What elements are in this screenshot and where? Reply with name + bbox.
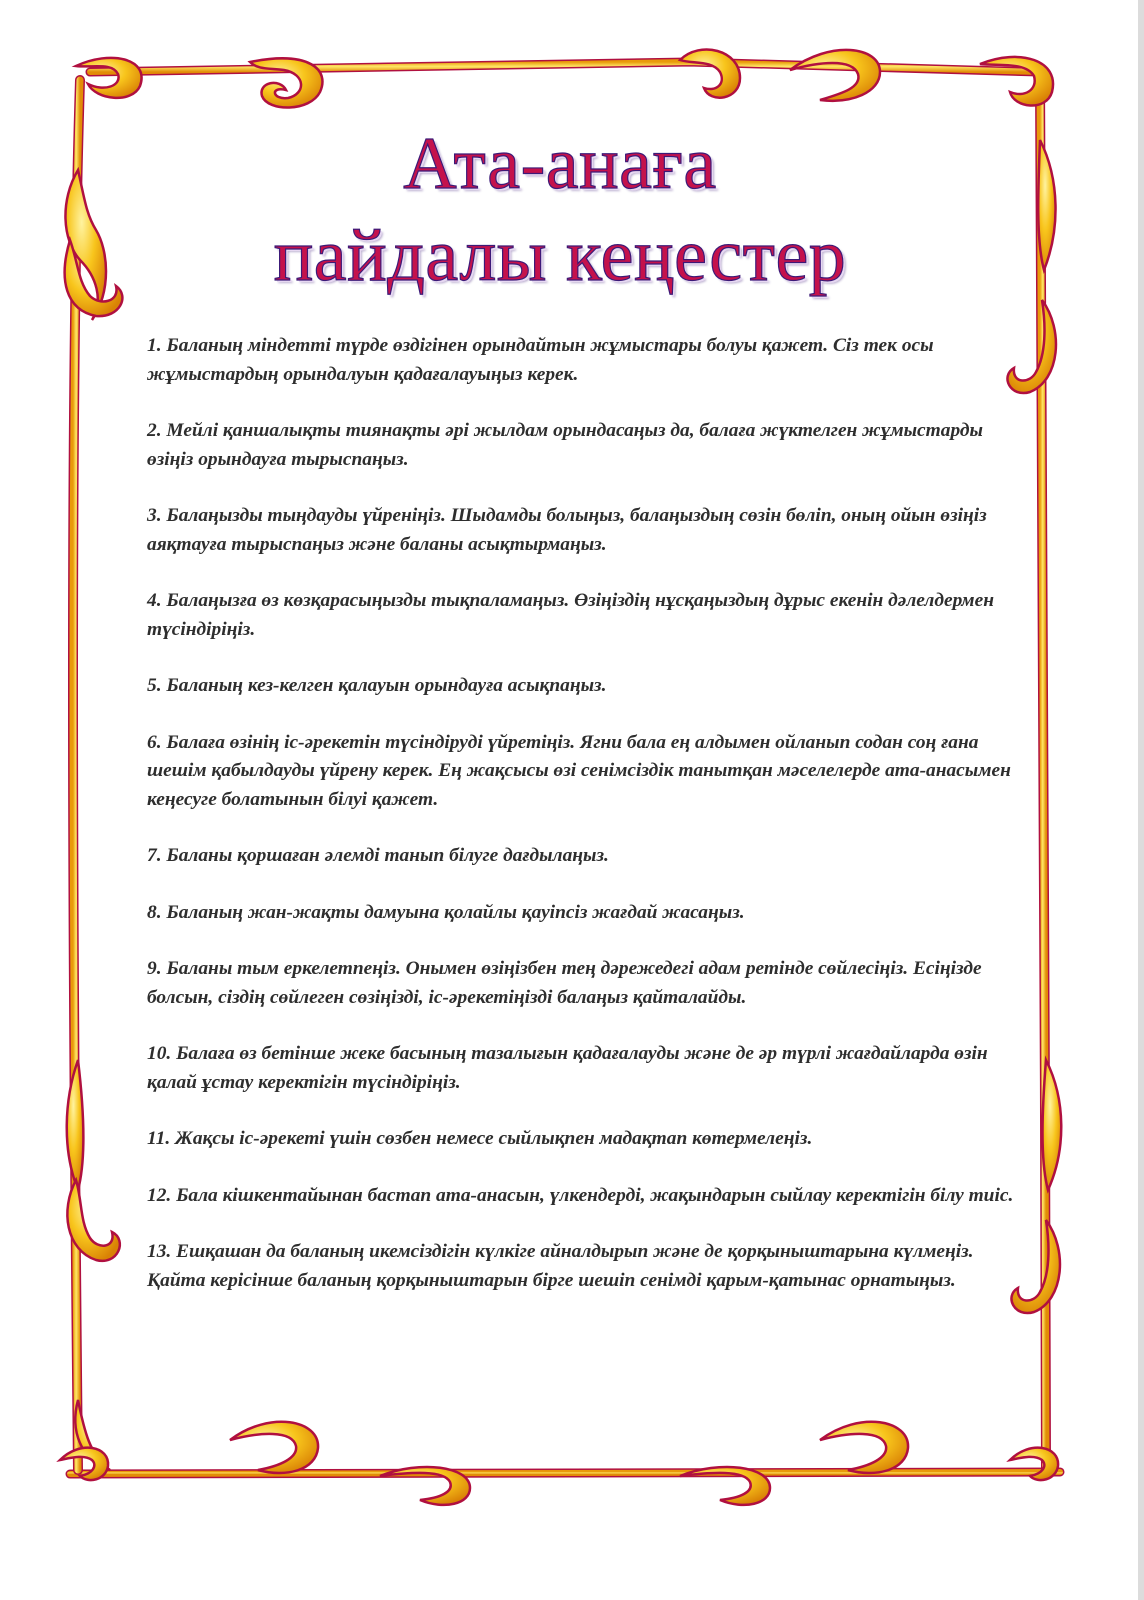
page-title (120, 118, 1000, 302)
frame-top-ornaments (76, 50, 1053, 108)
tip-item: 7. Баланы қоршаған әлемді танып білуге дағдылаңыз. (147, 845, 609, 866)
frame-bottom-ornaments (60, 1422, 1058, 1505)
tip-item: 13. Ешқашан да баланың икемсіздігін күлкіге айналдырып және де қорқыныштарына күлмеңіз. Қайта керісінше баланың қорқыныштарын бірге шешіп сенімді қарым-қатынас орнатыңыз. (147, 1241, 974, 1291)
tip-item: 2. Мейлі қаншалықты тиянақты әрі жылдам орындасаңыз да, балаға жүктелген жұмыстарды өзіңіз орындауға тырыспаңыз. (147, 420, 983, 470)
tip-item: 8. Баланың жан-жақты дамуына қолайлы қауіпсіз жағдай жасаңыз. (147, 901, 745, 923)
tip-item: 12. Бала кішкентайынан бастап ата-анасын, үлкендерді, жақындарын сыйлау керектігін білу тиіс. (147, 1184, 1014, 1206)
title-line-2: пайдалы кеңестер (273, 215, 847, 297)
tip-item: 10. Балаға өз бетінше жеке басының тазалығын қадағалауды және де әр түрлі жағдайларда өзін қалай ұстау керектігін түсіндіріңіз. (147, 1043, 988, 1093)
tip-item: 9. Баланы тым еркелетпеңіз. Онымен өзіңізбен тең дәрежедегі адам ретінде сөйлесіңіз. Есіңізде болсын, сіздің сөйлеген сөзіңізді, іс-әрекетіңізді балаңыз қайталайды. (147, 958, 982, 1008)
tip-item: 4. Балаңызға өз көзқарасыңызды тықпаламаңыз. Өзіңіздің нұсқаңыздың дұрыс екенін дәлелдермен түсіндіріңіз. (147, 590, 994, 640)
title-line-1: Ата-анаға (403, 123, 717, 205)
tip-item: 1. Баланың міндетті түрде өздігінен орындайтын жұмыстары болуы қажет. Сіз тек осы жұмыстардың орындалуын қадағалауыңыз керек. (147, 335, 934, 385)
tip-item: 5. Баланың кез-келген қалауын орындауға асықпаңыз. (147, 675, 607, 696)
tip-item: 3. Балаңызды тыңдауды үйреніңіз. Шыдамды болыңыз, балаңыздың сөзін бөліп, оның ойын өзіңіз аяқтауға тырыспаңыз және баланы асықтырмаңыз. (147, 505, 987, 555)
tips-list (147, 332, 1027, 1323)
tip-item: 6. Балаға өзінің іс-әрекетін түсіндіруді үйретіңіз. Ягни бала ең алдымен ойланып содан соң ғана шешім қабылдауды үйрену керек. Ең жақсысы өзі сенімсіздік танытқан мәселелерде ата-анасымен кеңесуге болатынын білуі қажет. (147, 731, 1011, 810)
tip-item: 11. Жақсы іс-әрекеті үшін сөзбен немесе сыйлықпен мадақтап көтермелеңіз. (147, 1128, 813, 1149)
